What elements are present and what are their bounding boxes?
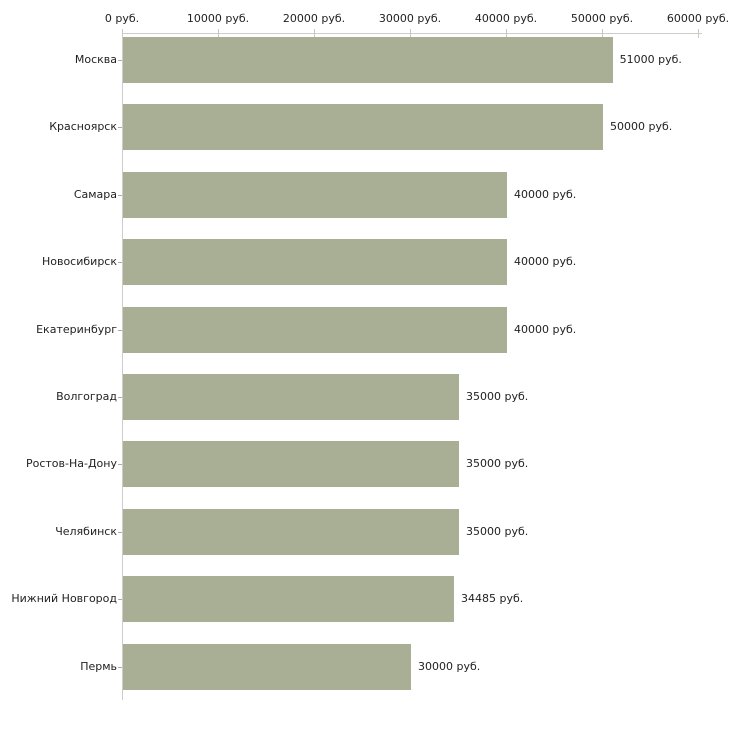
- y-axis-tick: [118, 330, 122, 331]
- value-label: 35000 руб.: [466, 457, 529, 471]
- y-axis-tick: [118, 60, 122, 61]
- category-label: Челябинск: [55, 524, 117, 538]
- value-label: 34485 руб.: [461, 592, 524, 606]
- x-axis-tick: [698, 29, 699, 38]
- x-axis-tick-label: 20000 руб.: [282, 12, 346, 25]
- value-label: 40000 руб.: [514, 187, 577, 201]
- y-axis-tick: [118, 127, 122, 128]
- value-label: 51000 руб.: [619, 53, 682, 66]
- x-axis-tick-label: 10000 руб.: [186, 12, 250, 25]
- category-label: Екатеринбург: [36, 322, 117, 336]
- value-label: 50000 руб.: [610, 120, 673, 134]
- y-axis-tick: [118, 195, 122, 196]
- y-axis-tick: [118, 667, 122, 668]
- x-axis-tick-label: 60000 руб.: [666, 12, 730, 25]
- y-axis-tick: [118, 464, 122, 465]
- x-axis-tick-label: 50000 руб.: [570, 12, 634, 25]
- value-label: 30000 руб.: [418, 659, 481, 673]
- value-label: 40000 руб.: [514, 255, 577, 269]
- category-label: Волгоград: [56, 390, 117, 403]
- bar-9: [123, 644, 411, 690]
- category-label: Нижний Новгород: [11, 592, 117, 606]
- x-axis-tick-label: 40000 руб.: [474, 12, 538, 25]
- category-label: Пермь: [80, 659, 117, 673]
- bar-0: [123, 37, 613, 83]
- bar-3: [123, 239, 507, 285]
- x-axis-tick-label: 30000 руб.: [378, 12, 442, 25]
- x-axis-tick-label: 0 руб.: [104, 12, 140, 25]
- category-label: Москва: [74, 53, 117, 66]
- y-axis-tick: [118, 262, 122, 263]
- category-label: Новосибирск: [41, 255, 117, 269]
- category-label: Самара: [73, 187, 117, 201]
- category-label: Красноярск: [49, 120, 117, 134]
- x-axis-line: [122, 33, 702, 34]
- value-label: 35000 руб.: [466, 390, 529, 403]
- bar-1: [123, 104, 603, 150]
- value-label: 35000 руб.: [466, 524, 529, 538]
- value-label: 40000 руб.: [514, 322, 577, 336]
- bar-6: [123, 441, 459, 487]
- bar-2: [123, 172, 507, 218]
- bar-4: [123, 307, 507, 353]
- y-axis-tick: [118, 397, 122, 398]
- bar-8: [123, 576, 454, 622]
- category-label: Ростов-На-Дону: [25, 457, 117, 471]
- y-axis-tick: [118, 532, 122, 533]
- y-axis-tick: [118, 599, 122, 600]
- bar-7: [123, 509, 459, 555]
- bar-5: [123, 374, 459, 420]
